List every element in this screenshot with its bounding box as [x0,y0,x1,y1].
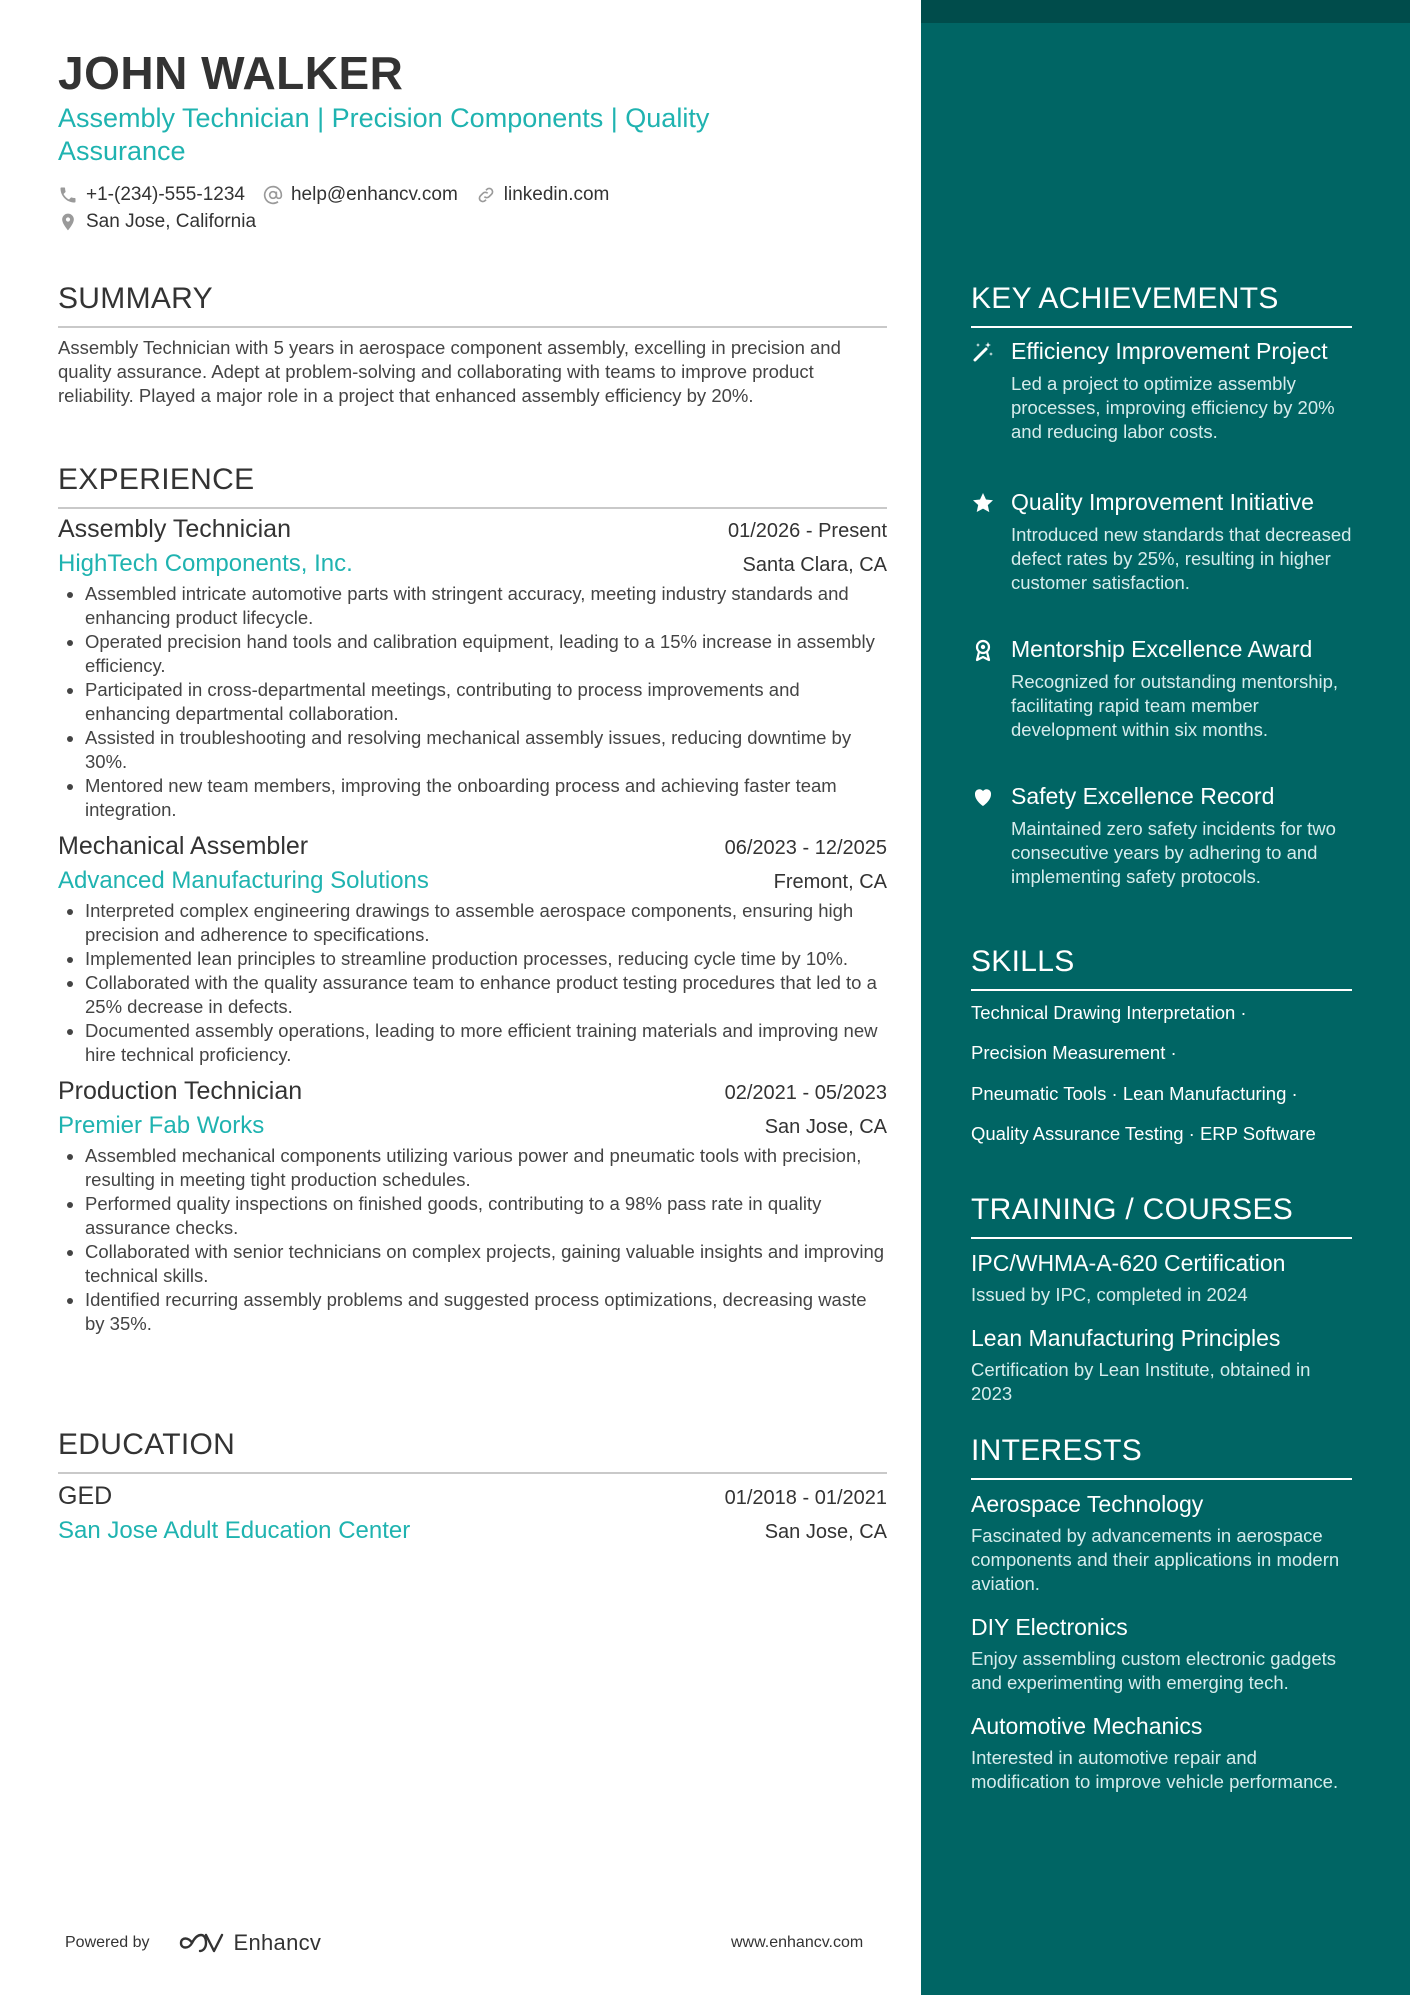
location: San Jose, California [58,208,256,235]
skills-section [971,945,1352,1145]
divider [58,507,887,509]
location-pin-icon [58,212,78,232]
candidate-name: JOHN WALKER [58,47,404,99]
training-title: IPC/WHMA-A-620 Certification [971,1250,1286,1276]
email[interactable]: help@enhancv.com [263,181,458,208]
achievement-desc: Introduced new standards that decreased defect rates by 25%, resulting in higher customer satisfaction. [1011,524,1352,593]
achievement-title: Mentorship Excellence Award [1011,636,1313,662]
training-item [971,1324,1352,1406]
bullet: • Interpreted complex engineering drawings to assemble aerospace components, ensuring high precision and adherence to specifications. [85,899,887,947]
job-bullets [58,899,887,1067]
interest-title: Automotive Mechanics [971,1713,1203,1739]
star-icon [971,491,995,515]
job-bullets [58,1144,887,1336]
heart-icon [971,785,995,809]
headline: Assembly Technician | Precision Components | Quality Assurance [58,103,710,166]
bullet: • Collaborated with the quality assurance team to enhance product testing procedures that led to a 25% decrease in defects. [85,971,887,1019]
bullet: • Identified recurring assembly problems and suggested process optimizations, decreasing waste by 35%. [85,1288,887,1336]
job-title: Assembly Technician [58,515,291,543]
sidebar-top-band [921,0,1410,23]
training-desc: Certification by Lean Institute, obtained in 2023 [971,1359,1311,1404]
job-location: Fremont, CA [773,871,887,893]
enhancv-logo-icon [178,1931,224,1955]
summary-section [58,282,887,408]
training-title: TRAINING / COURSES [971,1193,1294,1226]
interests-title: INTERESTS [971,1434,1143,1467]
bullet: • Assembled mechanical components utilizing various power and pneumatic tools with precision, resulting in meeting tight production schedules. [85,1144,887,1192]
interest-title: DIY Electronics [971,1614,1128,1640]
education-section [58,1428,887,1545]
bullet: • Assembled intricate automotive parts with stringent accuracy, meeting industry standards and enhancing product lifecycle. [85,582,887,630]
magic-wand-icon [971,340,995,364]
training-desc: Issued by IPC, completed in 2024 [971,1284,1248,1305]
training-item [971,1249,1352,1307]
education-title: EDUCATION [58,1428,236,1461]
footer-branding [65,1928,321,1958]
job-entry [58,832,887,1067]
experience-title: EXPERIENCE [58,463,255,496]
skill-line: Quality Assurance Testing · ERP Software [971,1123,1316,1144]
divider [971,1478,1352,1480]
school-location: San Jose, CA [764,1521,887,1543]
achievements-list [971,337,1352,937]
job-entry [58,1077,887,1336]
job-dates: 01/2026 - Present [728,520,887,542]
powered-by-label: Powered by [65,1934,150,1951]
header [58,47,887,168]
skill-line: Technical Drawing Interpretation · [971,1002,1247,1023]
bullet: • Documented assembly operations, leading to more efficient training materials and improving new hire technical proficiency. [85,1019,887,1067]
achievement-desc: Led a project to optimize assembly processes, improving efficiency by 20% and reducing labor costs. [1011,373,1335,442]
bullet: • Participated in cross-departmental meetings, contributing to process improvements and enhancing departmental collaboration. [85,678,887,726]
education-dates: 01/2018 - 01/2021 [724,1487,887,1509]
achievement-desc: Recognized for outstanding mentorship, facilitating rapid team member development within six months. [1011,671,1339,740]
interest-item [971,1490,1352,1596]
interest-desc: Interested in automotive repair and modification to improve vehicle performance. [971,1747,1339,1792]
achievement-title: Efficiency Improvement Project [1011,338,1328,364]
bullet: • Collaborated with senior technicians on complex projects, gaining valuable insights and improving technical skills. [85,1240,887,1288]
bullet: • Operated precision hand tools and calibration equipment, leading to a 15% increase in assembly efficiency. [85,630,887,678]
experience-section [58,463,887,1336]
bullet: • Performed quality inspections on finished goods, contributing to a 98% pass rate in quality assurance checks. [85,1192,887,1240]
achievement-desc: Maintained zero safety incidents for two consecutive years by adhering to and implementing safety protocols. [1011,818,1336,887]
job-title: Production Technician [58,1077,303,1105]
footer-website[interactable]: www.enhancv.com [731,1934,864,1951]
degree: GED [58,1482,113,1510]
summary-title: SUMMARY [58,282,213,315]
job-dates: 06/2023 - 12/2025 [724,837,887,859]
skills-title: SKILLS [971,945,1075,978]
divider [971,1237,1352,1239]
summary-text: Assembly Technician with 5 years in aerospace component assembly, excelling in precision and quality assurance. Adept at problem-solving and collaborating with teams to improve product reliability. Played a major role in a project that enhanced assembly efficiency by 20%. [58,337,841,406]
divider [58,326,887,328]
company-name[interactable]: HighTech Components, Inc. [58,550,353,577]
company-name[interactable]: Premier Fab Works [58,1112,265,1139]
training-title: Lean Manufacturing Principles [971,1325,1281,1351]
brand-name: Enhancv [233,1930,322,1955]
achievement-title: Safety Excellence Record [1011,783,1275,809]
achievement-title: Quality Improvement Initiative [1011,489,1314,515]
award-ribbon-icon [971,638,995,662]
achievements-section [971,282,1352,328]
achievement-item [971,782,1352,889]
bullet: • Mentored new team members, improving the onboarding process and achieving faster team integration. [85,774,887,822]
sidebar [921,0,1410,1995]
interest-desc: Enjoy assembling custom electronic gadgets and experimenting with emerging tech. [971,1648,1337,1693]
job-title: Mechanical Assembler [58,832,309,860]
bullet: • Implemented lean principles to streamline production processes, reducing cycle time by 10%. [85,947,887,971]
interest-title: Aerospace Technology [971,1491,1204,1517]
skill-line: Precision Measurement · [971,1042,1177,1063]
link-icon [476,185,496,205]
bullet: • Assisted in troubleshooting and resolving mechanical assembly issues, reducing downtime by 30%. [85,726,887,774]
interests-section [971,1434,1352,1794]
interest-item [971,1712,1352,1794]
contact-info [58,181,887,235]
job-dates: 02/2021 - 05/2023 [724,1082,887,1104]
linkedin[interactable]: linkedin.com [476,181,610,208]
skill-line: Pneumatic Tools · Lean Manufacturing · [971,1083,1298,1104]
divider [971,989,1352,991]
divider [58,1472,887,1474]
job-location: San Jose, CA [764,1116,887,1138]
training-section [971,1193,1352,1406]
phone[interactable]: +1-(234)-555-1234 [58,181,245,208]
job-bullets [58,582,887,822]
phone-icon [58,185,78,205]
achievement-item [971,337,1352,444]
interest-desc: Fascinated by advancements in aerospace components and their applications in modern aviation. [971,1525,1340,1594]
interest-item [971,1613,1352,1695]
job-entry [58,515,887,822]
company-name[interactable]: Advanced Manufacturing Solutions [58,867,429,894]
achievement-item [971,488,1352,595]
achievements-title: KEY ACHIEVEMENTS [971,282,1279,315]
school-name[interactable]: San Jose Adult Education Center [58,1517,411,1544]
divider [971,326,1352,328]
achievement-item [971,635,1352,742]
job-location: Santa Clara, CA [742,554,887,576]
at-sign-icon [263,185,283,205]
